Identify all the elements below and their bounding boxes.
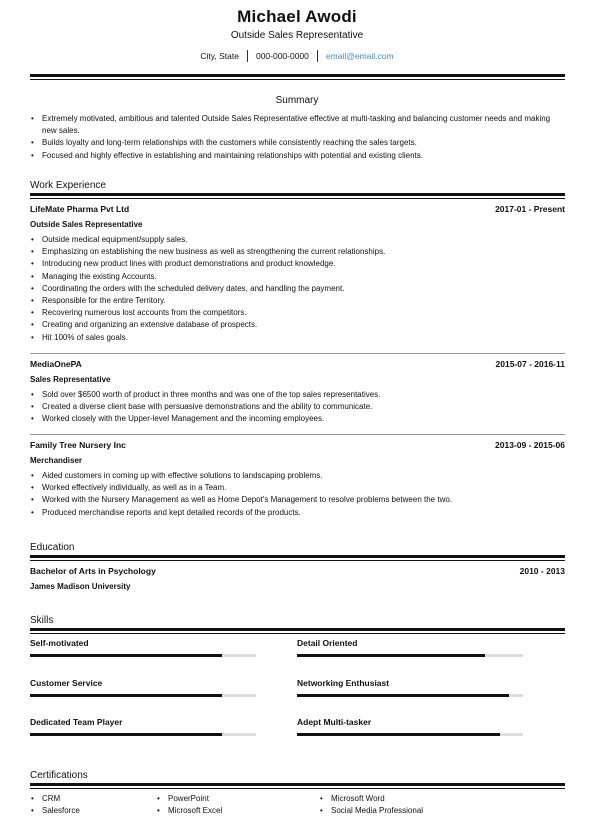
job-duty: • Responsible for the entire Territory.: [30, 295, 565, 307]
education-dates: 2010 - 2013: [519, 566, 565, 576]
job-duty: • Worked effectively individually, as well as in a Team.: [30, 482, 565, 494]
job-role: Outside Sales Representative: [30, 220, 143, 229]
skill-name: Customer Service: [30, 678, 103, 688]
skill-item: [297, 678, 523, 689]
skill-level-fill: [30, 654, 222, 657]
skill-level-bar: [297, 733, 523, 736]
job-divider: [30, 353, 565, 354]
section-rule: [30, 193, 565, 196]
job-duty: • Worked closely with the Upper-level Management and the incoming employees.: [30, 413, 565, 425]
certification-item: • Social Media Professional: [319, 805, 423, 817]
section-rule: [30, 783, 565, 786]
job-duty: • Managing the existing Accounts.: [30, 271, 565, 283]
skill-name: Detail Oriented: [297, 638, 358, 648]
skill-level-bar: [297, 694, 523, 697]
skill-level-fill: [297, 733, 500, 736]
resume-header: [0, 0, 594, 62]
job-duty: • Creating and organizing an extensive database of prospects.: [30, 319, 565, 331]
header-rule: [30, 79, 565, 80]
job-duty: • Sold over $6500 worth of product in three months and was one of the top sales representatives.: [30, 389, 565, 401]
skill-name: Self-motivated: [30, 638, 89, 648]
job-duty: • Coordinating the orders with the scheduled delivery dates, and handling the payment.: [30, 283, 565, 295]
summary-item: • Builds loyalty and long-term relationships with the customers while consistently reaching the sales targets.: [30, 137, 565, 149]
skill-level-bar: [30, 733, 256, 736]
school-name: James Madison University: [30, 582, 131, 591]
job-entry: [30, 440, 565, 519]
job-company: Family Tree Nursery Inc: [30, 440, 126, 450]
section-rule: [30, 560, 565, 561]
header-rule: [30, 74, 565, 77]
skill-item: [30, 638, 256, 649]
email-link[interactable]: email@email.com: [325, 50, 394, 61]
certification-item: • CRM: [30, 793, 80, 805]
certification-column: [156, 793, 222, 817]
education-entry: [30, 566, 565, 592]
skill-item: [297, 717, 523, 728]
certification-item: • Microsoft Excel: [156, 805, 222, 817]
skill-name: Networking Enthusiast: [297, 678, 390, 688]
section-rule: [30, 628, 565, 631]
job-duty: • Introducing new product lines with product demonstrations and product knowledge.: [30, 258, 565, 270]
job-dates: 2017-01 - Present: [495, 204, 565, 214]
summary-section: [30, 113, 565, 162]
skill-level-fill: [297, 654, 485, 657]
skill-level-fill: [30, 733, 222, 736]
section-rule: [30, 788, 565, 789]
job-dates: 2015-07 - 2016-11: [495, 359, 565, 369]
section-rule: [30, 555, 565, 558]
skill-item: [30, 717, 256, 728]
job-duty: • Recovering numerous lost accounts from the competitors.: [30, 307, 565, 319]
skill-level-bar: [297, 654, 523, 657]
skill-level-fill: [30, 694, 222, 697]
job-role: Sales Representative: [30, 375, 111, 384]
job-entry: [30, 359, 565, 426]
job-divider: [30, 434, 565, 435]
job-entry: [30, 204, 565, 344]
job-duty: • Created a diverse client base with persuasive demonstrations and the ability to communicate.: [30, 401, 565, 413]
job-duty: • Emphasizing on establishing the new business as well as strengthening the current relationships.: [30, 246, 565, 258]
skill-name: Dedicated Team Player: [30, 717, 123, 727]
job-duty: • Aided customers in coming up with effective solutions to landscaping problems.: [30, 470, 565, 482]
job-duty: • Hit 100% of sales goals.: [30, 332, 565, 344]
education-heading: Education: [30, 542, 75, 553]
section-rule: [30, 198, 565, 199]
job-company: MediaOnePA: [30, 359, 82, 369]
certifications-heading: Certifications: [30, 770, 88, 781]
job-company: LifeMate Pharma Pvt Ltd: [30, 204, 130, 214]
skills-heading: Skills: [30, 615, 54, 626]
degree-name: Bachelor of Arts in Psychology: [30, 566, 156, 576]
candidate-title: Outside Sales Representative: [230, 30, 364, 41]
certification-item: • Microsoft Word: [319, 793, 423, 805]
job-role: Merchandiser: [30, 456, 83, 465]
skill-item: [30, 678, 256, 689]
skill-item: [297, 638, 523, 649]
skill-level-bar: [30, 654, 256, 657]
job-duty: • Outside medical equipment/supply sales.: [30, 234, 565, 246]
certification-column: [30, 793, 80, 817]
candidate-name: Michael Awodi: [237, 7, 357, 26]
summary-heading: Summary: [275, 95, 319, 106]
phone-text: 000-000-0000: [255, 50, 309, 61]
section-rule: [30, 633, 565, 634]
job-duty: • Produced merchandise reports and kept detailed records of the products.: [30, 507, 565, 519]
skill-level-fill: [297, 694, 509, 697]
contact-line: [0, 50, 594, 62]
skill-name: Adept Multi-tasker: [297, 717, 372, 727]
work-experience-heading: Work Experience: [30, 180, 106, 191]
summary-item: • Focused and highly effective in establishing and maintaining relationships with potential and existing clients.: [30, 150, 565, 162]
certification-column: [319, 793, 423, 817]
certification-item: • PowerPoint: [156, 793, 222, 805]
certification-item: • Salesforce: [30, 805, 80, 817]
summary-item: • Extremely motivated, ambitious and talented Outside Sales Representative effective at multi-tasking and balancing customer needs and making new sales.: [30, 113, 565, 137]
job-dates: 2013-09 - 2015-06: [495, 440, 565, 450]
location-text: City, State: [200, 50, 239, 61]
skill-level-bar: [30, 694, 256, 697]
job-duty: • Worked with the Nursery Management as well as Home Depot's Management to resolve problems between the two.: [30, 494, 565, 506]
